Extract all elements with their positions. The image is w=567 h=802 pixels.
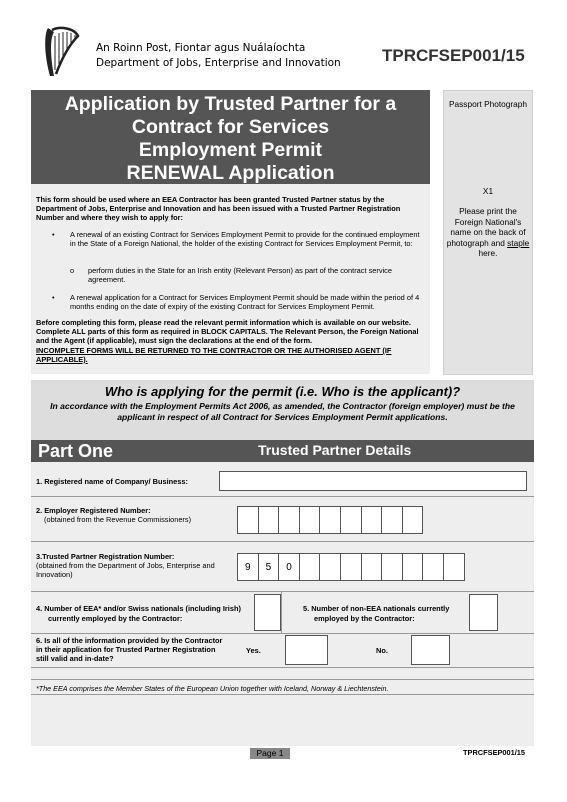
photo-instruction-staple: staple	[507, 237, 530, 248]
no-checkbox[interactable]	[411, 635, 450, 665]
applicant-question: Who is applying for the permit (i.e. Who is the applicant)?	[104, 384, 461, 399]
eea-nationals-input[interactable]	[254, 594, 281, 631]
trusted-partner-number-label: 3.Trusted Partner Registration Number:	[36, 552, 175, 561]
photo-count: X1	[482, 186, 494, 196]
footer-form-code: TPRCFSEP001/15	[463, 748, 526, 757]
divider	[31, 633, 534, 634]
bullet-marker: •	[52, 230, 55, 239]
harp-logo-icon	[40, 24, 82, 82]
digit-cell[interactable]: 9	[237, 553, 259, 581]
digit-cell[interactable]	[258, 506, 280, 534]
non-eea-nationals-label-2: employed by the Contractor:	[314, 614, 415, 623]
digit-cell[interactable]	[319, 506, 341, 534]
employer-number-hint: (obtained from the Revenue Commissioners)	[44, 515, 192, 524]
non-eea-nationals-label: 5. Number of non-EEA nationals currently	[303, 604, 450, 613]
digit-cell[interactable]	[381, 506, 403, 534]
digit-cell[interactable]	[299, 553, 321, 581]
title-line-1: Application by Trusted Partner for a	[64, 93, 397, 115]
digit-cell[interactable]	[361, 553, 383, 581]
non-eea-nationals-input[interactable]	[469, 594, 498, 631]
intro-bullet-2: A renewal application for a Contract for Services Employment Permit should be made within the period of 4 months ending on the date of expiry of the existing Contract for Services Employment Permit.	[70, 293, 420, 311]
sub-bullet-marker: o	[70, 266, 75, 275]
yes-checkbox[interactable]	[285, 635, 328, 665]
intro-paragraph-2: Before completing this form, please read the relevant permit information which is available on our website. Complete ALL parts of this form as required in BLOCK CAPITALS. The Relevant Person, the Foreign National and the Agent (if applicable), must sign the declarations at the end of the form.	[36, 318, 419, 345]
employer-number-input[interactable]	[238, 506, 423, 534]
info-valid-label-2: in their application for Trusted Partner Registration	[36, 645, 216, 654]
title-line-3: Employment Permit	[138, 139, 323, 161]
department-name-irish: An Roinn Post, Fiontar agus Nuálaíochta	[96, 42, 306, 54]
digit-cell[interactable]: 0	[278, 553, 300, 581]
trusted-partner-number-input[interactable]	[238, 553, 465, 581]
eea-footnote: *The EEA comprises the Member States of the European Union together with Iceland, Norway & Liechtenstein.	[36, 684, 389, 693]
divider	[281, 591, 282, 633]
photo-instruction-end: here.	[478, 248, 498, 258]
intro-bullet-1: A renewal of an existing Contract for Services Employment Permit to provide for the continued employment in the State of a Foreign National, the holder of the existing Contract for Services Employment Permit, to:	[70, 230, 420, 248]
divider	[31, 541, 534, 542]
photo-title: Passport Photograph	[449, 99, 527, 109]
yes-label: Yes.	[246, 646, 261, 655]
divider	[31, 667, 534, 668]
divider	[31, 496, 534, 497]
divider	[31, 679, 534, 680]
digit-cell[interactable]	[422, 553, 444, 581]
employer-number-label: 2. Employer Registered Number:	[36, 506, 151, 515]
eea-nationals-label: 4. Number of EEA* and/or Swiss nationals (including Irish)	[36, 604, 241, 613]
applicant-explanation: In accordance with the Employment Permits Act 2006, as amended, the Contractor (foreign employer) must be the applicant in respect of all Contract for Services Employment Permit applications.	[50, 401, 515, 422]
part-label: Part One	[38, 441, 114, 461]
digit-cell[interactable]	[361, 506, 383, 534]
photo-instruction-text: Please print the Foreign National's name on the back of photograph and	[446, 206, 526, 248]
part-title: Trusted Partner Details	[258, 442, 412, 458]
digit-cell[interactable]	[340, 506, 362, 534]
no-label: No.	[376, 646, 388, 655]
form-code: TPRCFSEP001/15	[382, 46, 525, 65]
trusted-partner-number-hint: (obtained from the Department of Jobs, Enterprise and Innovation)	[36, 561, 215, 579]
divider	[31, 694, 534, 695]
digit-cell[interactable]	[299, 506, 321, 534]
eea-nationals-label-2: currently employed by the Contractor:	[48, 614, 183, 623]
divider	[31, 591, 534, 592]
digit-cell[interactable]: 5	[258, 553, 280, 581]
info-valid-label-3: still valid and in-date?	[36, 654, 114, 663]
digit-cell[interactable]	[402, 506, 424, 534]
digit-cell[interactable]	[278, 506, 300, 534]
company-name-label: 1. Registered name of Company/ Business:	[36, 477, 188, 486]
intro-sub-bullet: perform duties in the State for an Irish entity (Relevant Person) as part of the contract service agreement.	[88, 266, 392, 284]
digit-cell[interactable]	[381, 553, 403, 581]
page-number: Page 1	[250, 748, 290, 759]
digit-cell[interactable]	[237, 506, 259, 534]
info-valid-label: 6. Is all of the information provided by the Contractor	[36, 636, 223, 645]
department-name-english: Department of Jobs, Enterprise and Innovation	[96, 57, 341, 69]
digit-cell[interactable]	[340, 553, 362, 581]
digit-cell[interactable]	[402, 553, 424, 581]
form-title	[31, 90, 430, 184]
incomplete-forms-warning: INCOMPLETE FORMS WILL BE RETURNED TO THE CONTRACTOR OR THE AUTHORISED AGENT (IF APPLICABLE).	[36, 346, 392, 364]
intro-paragraph-1: This form should be used where an EEA Contractor has been granted Trusted Partner status by the Department of Jobs, Enterprise and Innovation and has been issued with a Trusted Partner Registration Number and where they wish to apply for:	[36, 195, 401, 222]
photo-instructions	[446, 206, 530, 259]
bullet-marker: •	[52, 293, 55, 302]
title-line-4: RENEWAL Application	[126, 162, 335, 184]
digit-cell[interactable]	[319, 553, 341, 581]
digit-cell[interactable]	[443, 553, 465, 581]
company-name-input[interactable]	[219, 471, 527, 491]
title-line-2: Contract for Services	[131, 116, 330, 138]
